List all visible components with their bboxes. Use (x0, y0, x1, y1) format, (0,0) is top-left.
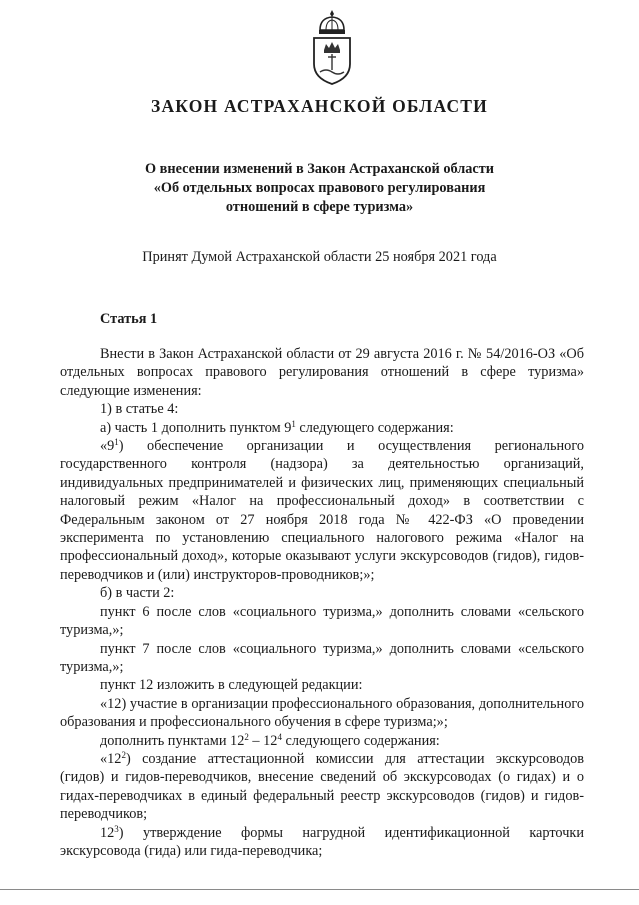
paragraph-point-12-text: «12) участие в организации профессионального образования, дополнительного образования и профессионального обучения в сфере туризма;»; (60, 695, 584, 731)
superscript: 4 (277, 731, 282, 742)
article-heading: Статья 1 (100, 311, 158, 327)
paragraph-point-12-2: «$12^2$) создание аттестационной комиссии для аттестации экскурсоводов (гидов) и гидов-переводчиков, внесение сведений об экскурсоводах (о гидах) и о гидах-переводчиках в единый федеральный реестр экскурсоводов (гидов) и гидов-переводчиков; (60, 749, 584, 823)
paragraph-item-1: 1) в статье 4: (100, 401, 179, 418)
superscript: 2 (121, 749, 126, 760)
superscript: 3 (114, 823, 119, 834)
subject-line-3: отношений в сфере туризма» (225, 199, 414, 215)
subject-line-2: «Об отдельных вопросах правового регулирования (153, 180, 486, 196)
adoption-statement: Принят Думой Астраханской области 25 ноября 2021 года (142, 249, 497, 265)
paragraph-item-b: б) в части 2: (100, 585, 175, 602)
astrakhan-coat-of-arms-icon (306, 8, 358, 86)
paragraph-item-a: а) часть 1 дополнить пунктом $9^1$ следующего содержания: (100, 418, 454, 436)
paragraph-point-9-1: «$9^1$) обеспечение организации и осуществления регионального государственного контроля (надзора) за деятельностью организаций, индивидуальных предпринимателей и физических лиц, применяющих специальный налоговый режим «Налог на профессиональный доход» в соответствии с Федеральным законом от 27 ноября 2018 года № 422-ФЗ «О проведении эксперимента по установлению специального налогового режима «Налог на профессиональный доход», которые оказывают услуги экскурсоводов (гидов), гидов-переводчиков и (или) инструкторов-проводников;»; (60, 437, 584, 583)
paragraph-point-6: пункт 6 после слов «социального туризма,» дополнить словами «сельского туризма,»; (60, 603, 584, 639)
law-title: ЗАКОН АСТРАХАНСКОЙ ОБЛАСТИ (151, 96, 488, 116)
article-body (60, 345, 584, 860)
law-subject (0, 160, 639, 217)
paragraph-intro: Внести в Закон Астраханской области от 29 августа 2016 г. № 54/2016-ОЗ «Об отдельных вопросах правового регулирования отношений в сфере туризма» следующие изменения: (60, 346, 584, 399)
paragraph-point-7: пункт 7 после слов «социального туризма,» дополнить словами «сельского туризма,»; (60, 640, 584, 675)
superscript: 1 (291, 418, 296, 429)
superscript: 1 (114, 437, 119, 448)
page-bottom-edge (0, 889, 639, 890)
paragraph-point-12: пункт 12 изложить в следующей редакции: (100, 677, 363, 694)
superscript: 2 (244, 731, 249, 742)
paragraph-point-12-3: $12^3$) утверждение формы нагрудной идентификационной карточки экскурсовода (гида) или гида-переводчика; (60, 823, 584, 859)
subject-line-1: О внесении изменений в Закон Астраханской области (144, 161, 495, 177)
paragraph-add-points: дополнить пунктами $12^2 - 12^4$ следующего содержания: (100, 731, 440, 749)
